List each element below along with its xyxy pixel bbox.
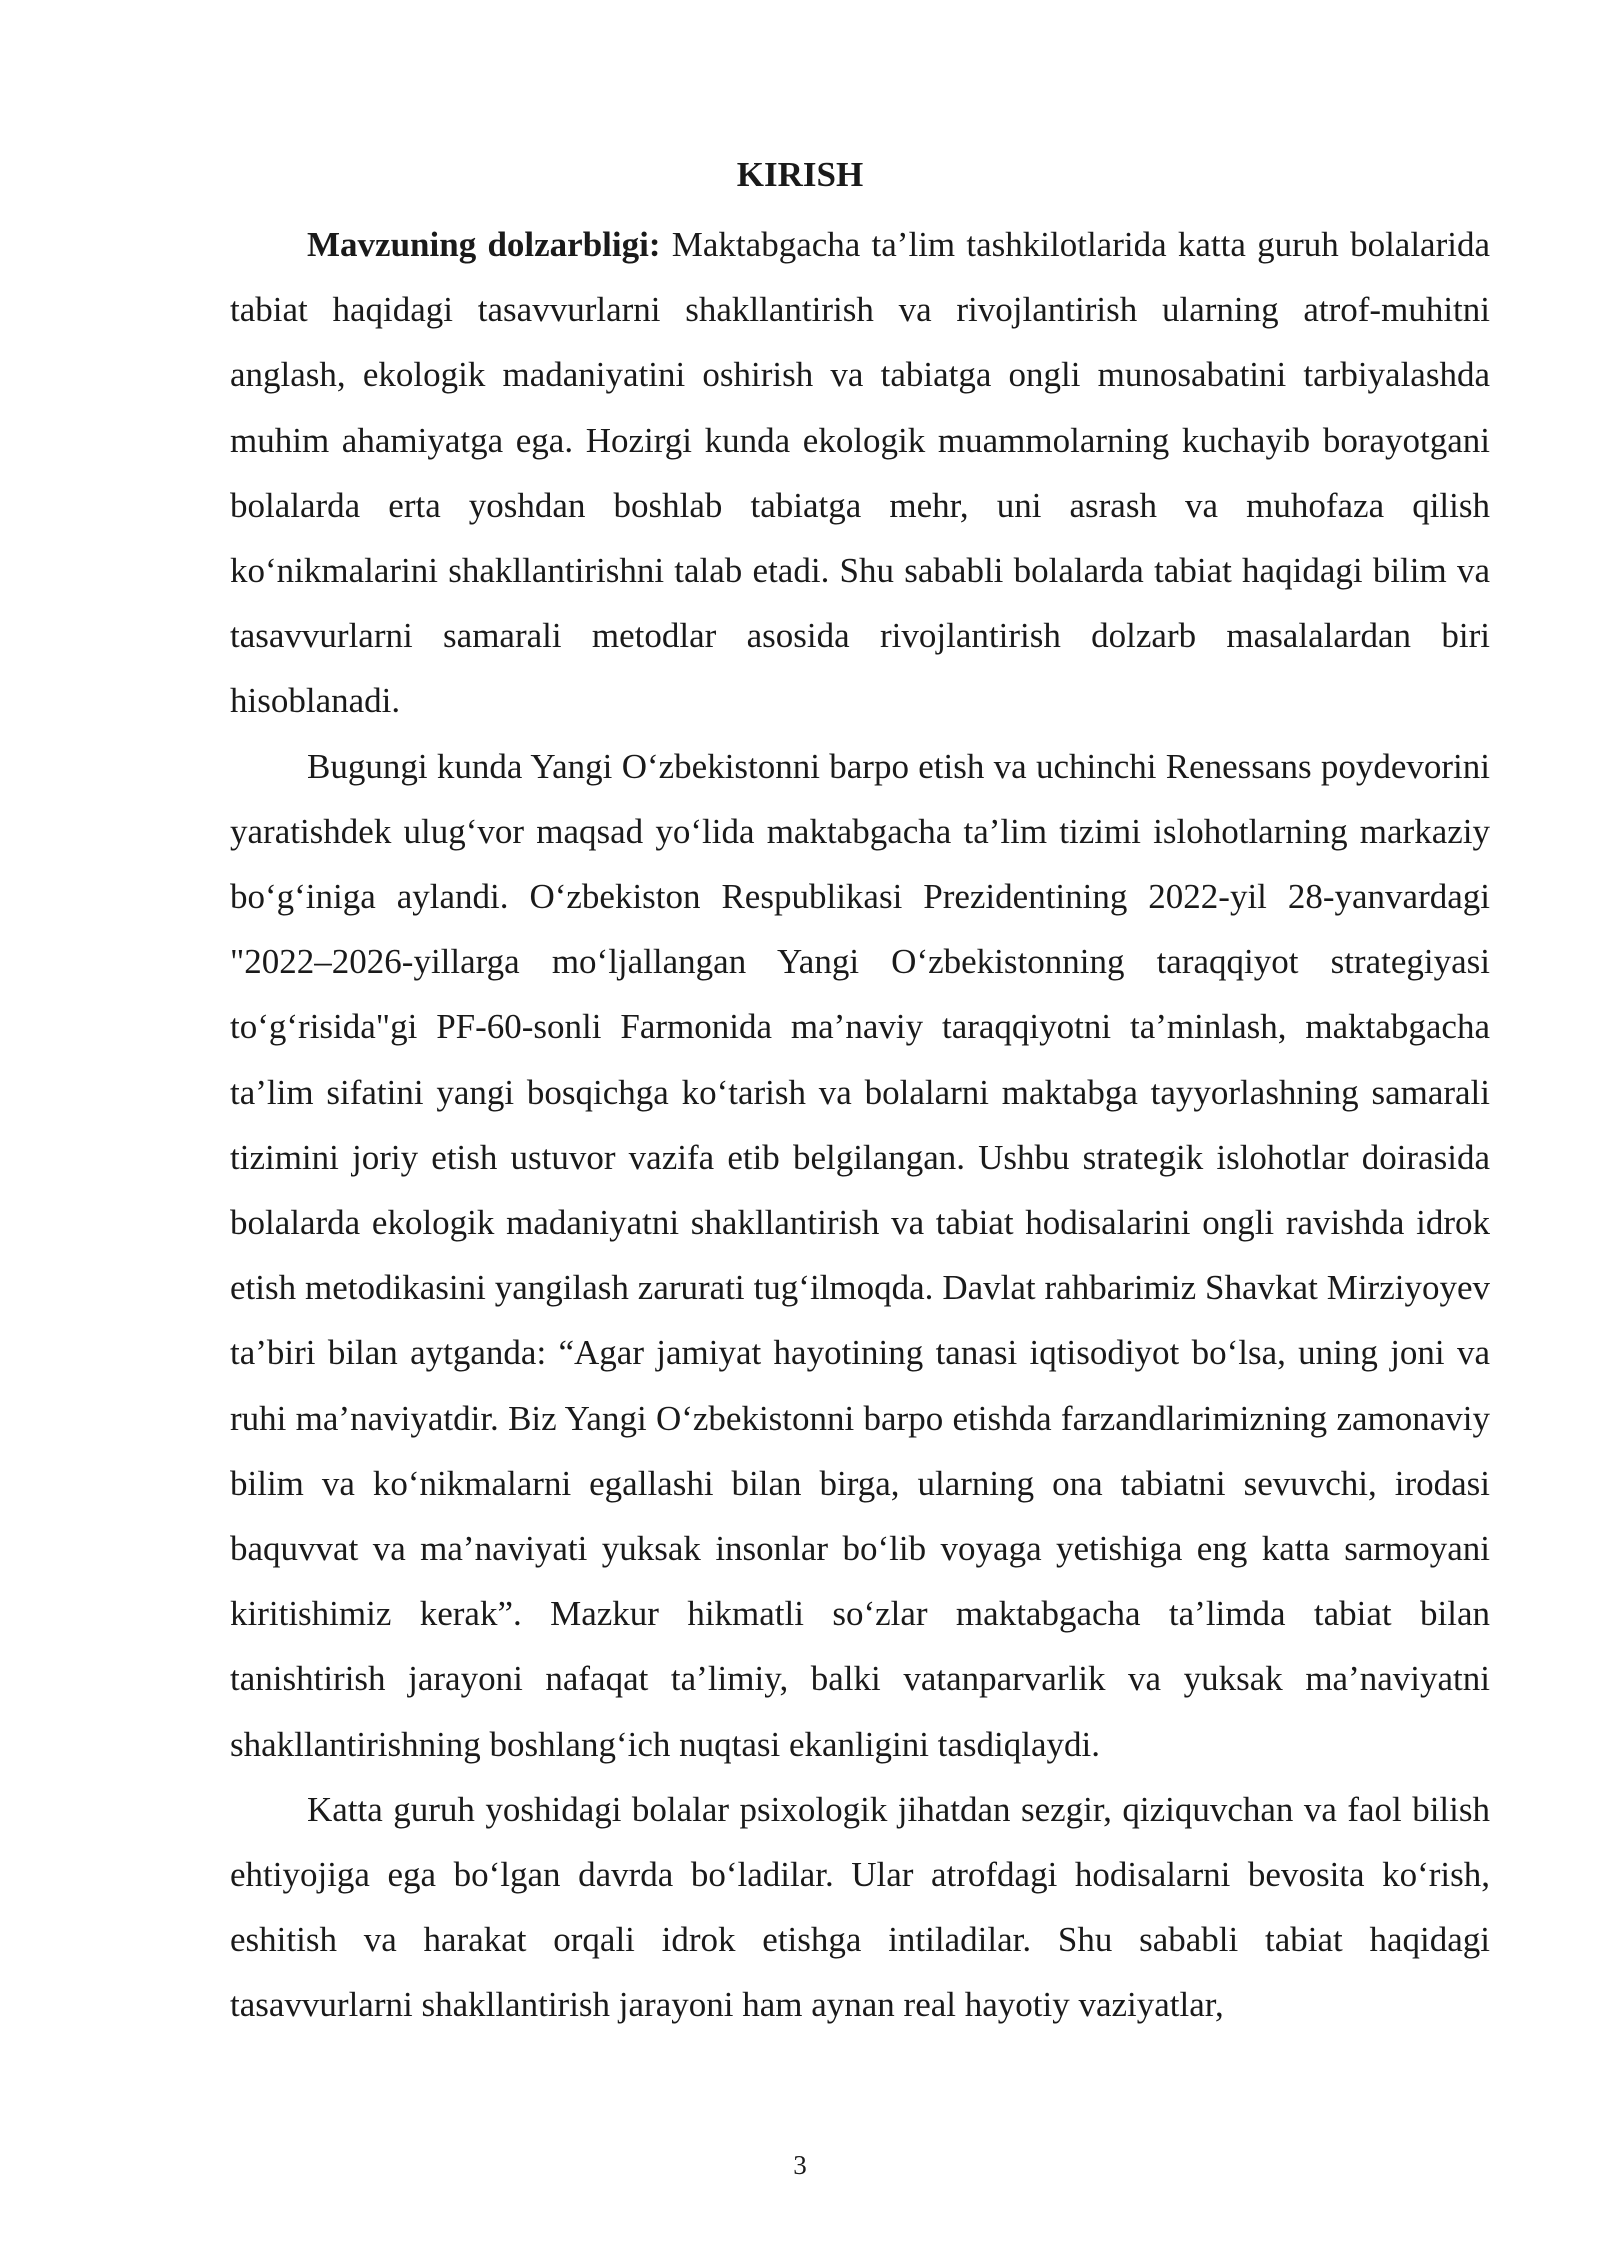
paragraph-relevance — [230, 212, 1490, 734]
paragraph-reforms: Bugungi kunda Yangi O‘zbekistonni barpo etish va uchinchi Renessans poydevorini yaratishdek ulug‘vor maqsad yo‘lida maktabgacha ta’lim tizimi islohotlarning markaziy bo‘g‘iniga aylandi. O‘zbekiston Respublikasi Prezidentining 2022-yil 28-yanvardagi "2022–2026-yillarga mo‘ljallangan Yangi O‘zbekistonning taraqqiyot strategiyasi to‘g‘risida"gi PF-60-sonli Farmonida ma’naviy taraqqiyotni ta’minlash, maktabgacha ta’lim sifatini yangi bosqichga ko‘tarish va bolalarni maktabga tayyorlashning samarali tizimini joriy etish ustuvor vazifa etib belgilangan. Ushbu strategik islohotlar doirasida bolalarda ekologik madaniyatni shakllantirish va tabiat hodisalarini ongli ravishda idrok etish metodikasini yangilash zarurati tug‘ilmoqda. Davlat rahbarimiz Shavkat Mirziyoyev ta’biri bilan aytganda: “Agar jamiyat hayotining tanasi iqtisodiyot bo‘lsa, uning joni va ruhi ma’naviyatdir. Biz Yangi O‘zbekistonni barpo etishda farzandlarimizning zamonaviy bilim va ko‘nikmalarni egallashi bilan birga, ularning ona tabiatni sevuvchi, irodasi baquvvat va ma’naviyati yuksak insonlar bo‘lib voyaga yetishiga eng katta sarmoyani kiritishimiz kerak”. Mazkur hikmatli so‘zlar maktabgacha ta’limda tabiat bilan tanishtirish jarayoni nafaqat ta’limiy, balki vatanparvarlik va yuksak ma’naviyatni shakllantirishning boshlang‘ich nuqtasi ekanligini tasdiqlaydi. — [230, 746, 1490, 1764]
page-title: KIRISH — [736, 155, 864, 194]
page-number: 3 — [793, 2150, 807, 2180]
document-body — [230, 212, 1490, 2038]
paragraph-lead-heading: Mavzuning dolzarbligi: — [307, 225, 661, 264]
paragraph-text: Maktabgacha ta’lim tashkilotlarida katta guruh bolalarida tabiat haqidagi tasavvurlarni shakllantirish va rivojlantirish ularning atrof-muhitni anglash, ekologik madaniyatini oshirish va tabiatga ongli munosabatini tarbiyalashda muhim ahamiyatga ega. Hozirgi kunda ekologik muammolarning kuchayib borayotgani bolalarda erta yoshdan boshlab tabiatga mehr, uni asrash va muhofaza qilish ko‘nikmalarini shakllantirishni talab etadi. Shu sababli bolalarda tabiat haqidagi bilim va tasavvurlarni samarali metodlar asosida rivojlantirish dolzarb masalalardan biri hisoblanadi. — [230, 225, 1491, 721]
paragraph-older-group: Katta guruh yoshidagi bolalar psixologik jihatdan sezgir, qiziquvchan va faol bilish ehtiyojiga ega bo‘lgan davrda bo‘ladilar. Ular atrofdagi hodisalarni bevosita ko‘rish, eshitish va harakat orqali idrok etishga intiladilar. Shu sababli tabiat haqidagi tasavvurlarni shakllantirish jarayoni ham aynan real hayotiy vaziyatlar, — [230, 1789, 1490, 2025]
